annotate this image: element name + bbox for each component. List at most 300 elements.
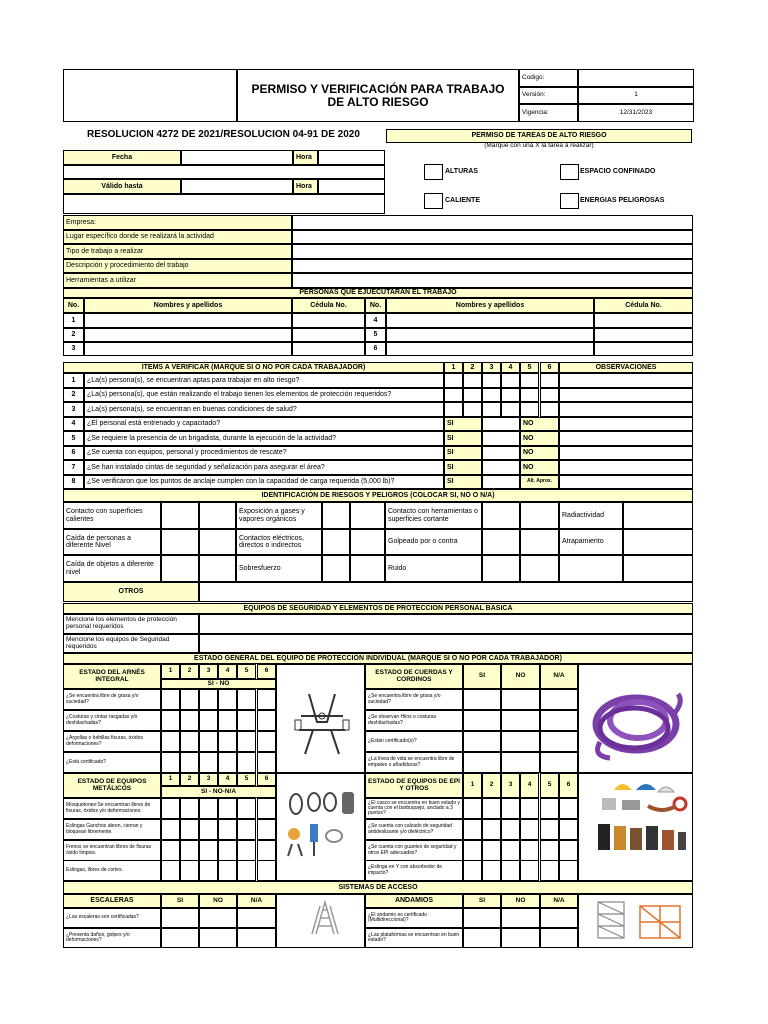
descripcion-label: Descripción y procedimiento del trabajo xyxy=(63,259,292,273)
epi-col-6: 6 xyxy=(559,773,578,798)
epi-check[interactable] xyxy=(482,819,501,840)
item-no-label: NO xyxy=(520,431,559,446)
arnes-check[interactable] xyxy=(237,710,256,731)
item-check-cell[interactable] xyxy=(501,373,520,388)
riesgo-answer[interactable] xyxy=(161,502,199,529)
epi-col-1: 1 xyxy=(463,773,482,798)
fecha-label: Fecha xyxy=(63,150,181,165)
riesgo-label: Exposición a gases y vapores orgánicos xyxy=(236,502,322,529)
riesgo-answer[interactable] xyxy=(623,529,693,555)
metalicos-check[interactable] xyxy=(161,819,180,840)
metalicos-question: Frenos se encuentran libres de fisuras óxido limpios. xyxy=(63,840,161,861)
persona-cedula-input-left[interactable] xyxy=(292,313,365,328)
blank-row-dates-2 xyxy=(63,194,385,214)
riesgo-answer[interactable] xyxy=(482,555,520,582)
epi-check[interactable] xyxy=(559,798,578,819)
arnes-question: ¿Se encuentra libre de grasa y/o suciedad? xyxy=(63,689,161,710)
arnes-col-6: 6 xyxy=(257,664,276,679)
cuerdas-question: ¿Están certificado(s)? xyxy=(365,731,463,752)
item-si-check[interactable] xyxy=(482,446,520,461)
item-si-label: SI xyxy=(444,446,482,461)
arnes-check[interactable] xyxy=(180,752,199,773)
cuerdas-no: NO xyxy=(501,664,540,689)
metalicos-question: Mosquetones:Se encuentran libres de fisuras, óxidos y/o deformaciones. xyxy=(63,798,161,819)
cuerdas-check[interactable] xyxy=(540,731,578,752)
riesgo-spacer xyxy=(199,529,236,555)
epi-check[interactable] xyxy=(501,840,520,861)
escaleras-check[interactable] xyxy=(237,908,276,928)
items-worker-col-5: 5 xyxy=(520,362,539,373)
fecha-input[interactable] xyxy=(181,150,293,165)
metalicos-check[interactable] xyxy=(218,840,237,861)
andamios-title: ANDAMIOS xyxy=(365,894,463,908)
escaleras-check[interactable] xyxy=(161,908,199,928)
escaleras-si: SI xyxy=(161,894,199,908)
riesgos-title: IDENTIFICACIÓN DE RIESGOS Y PELIGROS (COLOCAR SI, NO O N/A) xyxy=(63,489,693,502)
arnes-check[interactable] xyxy=(257,752,276,773)
arnes-check[interactable] xyxy=(218,731,237,752)
cuerdas-check[interactable] xyxy=(463,689,501,710)
empresa-label: Empresa: xyxy=(63,215,292,230)
item-number: 6 xyxy=(63,446,84,461)
item-no-label: NO xyxy=(520,446,559,461)
epp-row2-input[interactable] xyxy=(199,634,693,653)
riesgo-label: Radiactividad xyxy=(559,502,623,529)
escaleras-no: NO xyxy=(199,894,237,908)
epi-check[interactable] xyxy=(520,798,539,819)
item-observation-input[interactable] xyxy=(559,417,693,432)
metalicos-check[interactable] xyxy=(161,840,180,861)
item-check-cell[interactable] xyxy=(463,373,482,388)
cuerdas-check[interactable] xyxy=(501,752,540,773)
riesgo-label: Golpeado por o contra xyxy=(385,529,482,555)
otros-input[interactable] xyxy=(199,582,693,602)
metalicos-check[interactable] xyxy=(199,819,218,840)
item-si-label: SI xyxy=(444,475,482,490)
riesgo-label: Ruido xyxy=(385,555,482,582)
riesgo-answer[interactable] xyxy=(161,529,199,555)
hora-input-2[interactable] xyxy=(318,179,385,194)
cuerdas-check[interactable] xyxy=(540,752,578,773)
persona-cedula-input-left[interactable] xyxy=(292,342,365,356)
andamios-si: SI xyxy=(463,894,501,908)
item-si-check[interactable] xyxy=(482,460,520,475)
item-check-cell[interactable] xyxy=(463,388,482,403)
arnes-check[interactable] xyxy=(218,689,237,710)
cuerdas-check[interactable] xyxy=(501,710,540,731)
empresa-input[interactable] xyxy=(292,215,693,230)
andamios-check[interactable] xyxy=(540,908,578,928)
epi-check[interactable] xyxy=(463,860,482,881)
persona-name-input-left[interactable] xyxy=(84,313,292,328)
item-si-check[interactable] xyxy=(482,475,520,490)
version-label: Versión: xyxy=(519,87,578,104)
personas-title: PERSONAS QUE EJUECUTARAN EL TRABAJO xyxy=(63,288,693,298)
item-observation-input[interactable] xyxy=(559,475,693,490)
epi-check[interactable] xyxy=(540,860,559,881)
metalicos-check[interactable] xyxy=(218,819,237,840)
personas-col-no-left: No. xyxy=(63,298,84,313)
item-check-cell[interactable] xyxy=(520,373,539,388)
epi-check[interactable] xyxy=(559,860,578,881)
arnes-question: ¿Argollas o hebillas fisuras, óxidos deformaciones? xyxy=(63,731,161,752)
hora-label-2: Hora xyxy=(293,179,318,194)
epi-check[interactable] xyxy=(540,798,559,819)
item-question: ¿La(s) persona(s), se encuentran aptas para trabajar en alto riesgo? xyxy=(84,373,444,388)
arnes-check[interactable] xyxy=(161,752,180,773)
herramientas-input[interactable] xyxy=(292,273,693,288)
escaleras-title: ESCALERAS xyxy=(63,894,161,908)
metalicos-check[interactable] xyxy=(218,798,237,819)
arnes-check[interactable] xyxy=(257,689,276,710)
espacio-confinado-checkbox[interactable] xyxy=(560,164,579,180)
item-question: ¿La(s) persona(s), se encuentran en buenas condiciones de salud? xyxy=(84,402,444,417)
epi-check[interactable] xyxy=(540,819,559,840)
riesgo-answer[interactable] xyxy=(322,502,350,529)
arnes-col-5: 5 xyxy=(237,664,256,679)
tipo-trabajo-input[interactable] xyxy=(292,244,693,259)
epi-check[interactable] xyxy=(520,840,539,861)
persona-name-input-left[interactable] xyxy=(84,328,292,342)
epi-check[interactable] xyxy=(463,798,482,819)
item-observation-input[interactable] xyxy=(559,373,693,388)
riesgo-answer[interactable] xyxy=(322,555,350,582)
arnes-col-2: 2 xyxy=(180,664,199,679)
riesgo-label: Contacto con superficies calientes xyxy=(63,502,161,529)
arnes-question: ¿Costuras y cintas rasgadas y/o deshilachadas? xyxy=(63,710,161,731)
alturas-checkbox[interactable] xyxy=(424,164,443,180)
item-si-check[interactable] xyxy=(482,431,520,446)
personas-col-cedula-right: Cédula No. xyxy=(594,298,693,313)
cuerdas-check[interactable] xyxy=(501,731,540,752)
persona-name-input-right[interactable] xyxy=(386,342,594,356)
cuerdas-check[interactable] xyxy=(501,689,540,710)
metalicos-col-5: 5 xyxy=(237,773,256,786)
cuerdas-check[interactable] xyxy=(540,689,578,710)
riesgo-answer[interactable] xyxy=(623,502,693,529)
form-title: PERMISO Y VERIFICACIÓN PARA TRABAJO DE ALTO RIESGO xyxy=(237,69,519,122)
epi-check[interactable] xyxy=(482,840,501,861)
persona-cedula-input-left[interactable] xyxy=(292,328,365,342)
item-check-cell[interactable] xyxy=(463,402,482,417)
item-number: 5 xyxy=(63,431,84,446)
metalicos-check[interactable] xyxy=(180,860,199,881)
items-worker-col-6: 6 xyxy=(540,362,559,373)
codigo-label: Codigo: xyxy=(519,69,578,87)
escaleras-question: ¿Presenta daños, golpes y/o deformaciones? xyxy=(63,928,161,948)
scaffold-image xyxy=(592,898,688,942)
item-check-cell[interactable] xyxy=(540,402,559,417)
metalicos-col-6: 6 xyxy=(257,773,276,786)
metalicos-check[interactable] xyxy=(237,798,256,819)
hora-label-1: Hora xyxy=(293,150,318,165)
escaleras-na: N/A xyxy=(237,894,276,908)
item-question: ¿La(s) persona(s), que están realizando el trabajo tienen los elementos de protección requeridos? xyxy=(84,388,444,403)
item-number: 8 xyxy=(63,475,84,490)
arnes-question: ¿Está certificado? xyxy=(63,752,161,773)
item-observation-input[interactable] xyxy=(559,460,693,475)
andamios-check[interactable] xyxy=(501,928,540,948)
riesgo-label: Sobresfuerzo xyxy=(236,555,322,582)
metalicos-check[interactable] xyxy=(161,860,180,881)
items-worker-col-1: 1 xyxy=(444,362,463,373)
persona-number-right: 4 xyxy=(365,313,386,328)
metalicos-check[interactable] xyxy=(161,798,180,819)
cuerdas-question: ¿Se encuentra libre de grasa y/o suciedad? xyxy=(365,689,463,710)
item-check-cell[interactable] xyxy=(444,388,463,403)
arnes-check[interactable] xyxy=(237,752,256,773)
riesgo-label xyxy=(559,555,623,582)
riesgo-label: Contacto con herramientas o superficies cortante xyxy=(385,502,482,529)
metalicos-check[interactable] xyxy=(257,860,276,881)
riesgo-answer[interactable] xyxy=(623,555,693,582)
persona-cedula-input-right[interactable] xyxy=(594,313,693,328)
metalicos-col-1: 1 xyxy=(161,773,180,786)
epp-row2-label: Mencione los equipos de Seguridad requeridos xyxy=(63,634,199,653)
arnes-title: ESTADO DEL ARNÉS INTEGRAL xyxy=(63,664,161,689)
cuerdas-check[interactable] xyxy=(463,731,501,752)
arnes-check[interactable] xyxy=(180,731,199,752)
harness-image xyxy=(287,686,357,758)
cuerdas-check[interactable] xyxy=(463,752,501,773)
riesgo-label: Caída de personas a diferente Nivel xyxy=(63,529,161,555)
arnes-col-4: 4 xyxy=(218,664,237,679)
resolucion-title: RESOLUCION 4272 DE 2021/RESOLUCION 04-91 DE 2020 xyxy=(87,129,360,141)
item-check-cell[interactable] xyxy=(501,388,520,403)
caliente-checkbox[interactable] xyxy=(424,193,443,209)
epi-question: ¿Se cuenta con calzado de seguridad antideslizante y/o dieléctrico? xyxy=(365,819,463,840)
item-number: 3 xyxy=(63,402,84,417)
item-check-cell[interactable] xyxy=(501,402,520,417)
persona-number-left: 3 xyxy=(63,342,84,356)
item-number: 4 xyxy=(63,417,84,432)
rope-image xyxy=(588,684,686,762)
arnes-check[interactable] xyxy=(199,752,218,773)
metalicos-title: ESTADO DE EQUIPOS METÁLICOS xyxy=(63,773,161,798)
epi-question: ¿Se cuenta con guantes de seguridad y otros EPI adecuados? xyxy=(365,840,463,861)
descripcion-input[interactable] xyxy=(292,259,693,273)
items-worker-col-4: 4 xyxy=(501,362,520,373)
epi-check[interactable] xyxy=(501,798,520,819)
item-number: 2 xyxy=(63,388,84,403)
riesgo-spacer xyxy=(350,555,385,582)
andamios-no: NO xyxy=(501,894,540,908)
andamios-check[interactable] xyxy=(540,928,578,948)
item-check-cell[interactable] xyxy=(444,402,463,417)
arnes-check[interactable] xyxy=(199,710,218,731)
cuerdas-check[interactable] xyxy=(540,710,578,731)
item-question: ¿El personal está entrenado y capacitado? xyxy=(84,417,444,432)
item-check-cell[interactable] xyxy=(482,373,501,388)
hora-input-1[interactable] xyxy=(318,150,385,165)
metalicos-question: Eslingas, libres de cortes. xyxy=(63,860,161,881)
metalicos-check[interactable] xyxy=(237,819,256,840)
energias-peligrosas-checkbox[interactable] xyxy=(560,193,579,209)
persona-number-left: 1 xyxy=(63,313,84,328)
persona-name-input-left[interactable] xyxy=(84,342,292,356)
andamios-check[interactable] xyxy=(501,908,540,928)
epi-col-2: 2 xyxy=(482,773,501,798)
item-number: 1 xyxy=(63,373,84,388)
andamios-question: ¿Las plataformas se encuentran en buen estado? xyxy=(365,928,463,948)
ladder-image xyxy=(302,900,348,936)
cuerdas-si: SI xyxy=(463,664,501,689)
arnes-check[interactable] xyxy=(218,752,237,773)
arnes-check[interactable] xyxy=(161,710,180,731)
metalicos-check[interactable] xyxy=(237,860,256,881)
epp-row1-label: Mencione los elementos de protección personal requeridos xyxy=(63,614,199,634)
metalicos-check[interactable] xyxy=(199,798,218,819)
epi-check[interactable] xyxy=(501,819,520,840)
lugar-input[interactable] xyxy=(292,230,693,244)
arnes-check[interactable] xyxy=(161,731,180,752)
metal-equipment-image xyxy=(284,790,362,860)
vigencia-label: Vigencia: xyxy=(519,104,578,122)
cuerdas-na: N/A xyxy=(540,664,578,689)
metalicos-check[interactable] xyxy=(180,798,199,819)
riesgo-spacer xyxy=(199,555,236,582)
epi-check[interactable] xyxy=(463,819,482,840)
item-check-cell[interactable] xyxy=(444,373,463,388)
metalicos-check[interactable] xyxy=(237,840,256,861)
item-si-label: SI xyxy=(444,431,482,446)
epi-question: ¿Eslinga en Y con absorbedor de impacto? xyxy=(365,860,463,881)
persona-cedula-input-right[interactable] xyxy=(594,328,693,342)
epi-check[interactable] xyxy=(559,819,578,840)
escaleras-question: ¿Las escaleras son certificadas? xyxy=(63,908,161,928)
item-question: ¿Se requiere la presencia de un brigadista, durante la ejecución de la actividad? xyxy=(84,431,444,446)
item-check-cell[interactable] xyxy=(540,373,559,388)
energias-peligrosas-label: ENERGIAS PELIGROSAS xyxy=(580,197,665,204)
item-observation-input[interactable] xyxy=(559,402,693,417)
item-check-cell[interactable] xyxy=(482,402,501,417)
metalicos-check[interactable] xyxy=(180,819,199,840)
arnes-check[interactable] xyxy=(257,731,276,752)
arnes-check[interactable] xyxy=(199,731,218,752)
arnes-check[interactable] xyxy=(237,731,256,752)
vigencia-value: 12/31/2023 xyxy=(578,104,694,122)
epi-check[interactable] xyxy=(482,798,501,819)
riesgo-answer[interactable] xyxy=(161,555,199,582)
riesgo-answer[interactable] xyxy=(322,529,350,555)
metalicos-check[interactable] xyxy=(257,798,276,819)
epi-check[interactable] xyxy=(559,840,578,861)
arnes-check[interactable] xyxy=(180,689,199,710)
andamios-check[interactable] xyxy=(463,908,501,928)
cuerdas-check[interactable] xyxy=(463,710,501,731)
item-observation-input[interactable] xyxy=(559,431,693,446)
epi-check[interactable] xyxy=(501,860,520,881)
riesgo-label: Contactos eléctricos, directos o indirectos xyxy=(236,529,322,555)
item-check-cell[interactable] xyxy=(520,402,539,417)
riesgo-spacer xyxy=(199,502,236,529)
escaleras-check[interactable] xyxy=(161,928,199,948)
metalicos-col-4: 4 xyxy=(218,773,237,786)
escaleras-check[interactable] xyxy=(237,928,276,948)
metalicos-check[interactable] xyxy=(218,860,237,881)
persona-name-input-right[interactable] xyxy=(386,328,594,342)
persona-number-right: 5 xyxy=(365,328,386,342)
item-check-cell[interactable] xyxy=(482,388,501,403)
epi-col-5: 5 xyxy=(540,773,559,798)
item-check-cell[interactable] xyxy=(540,388,559,403)
metalicos-check[interactable] xyxy=(257,819,276,840)
epi-question: ¿El casco se encuentra en buen estado y cuenta con el barbuquejo, anclado a 3 puntos? xyxy=(365,798,463,819)
metalicos-check[interactable] xyxy=(257,840,276,861)
metalicos-check[interactable] xyxy=(199,860,218,881)
metalicos-check[interactable] xyxy=(199,840,218,861)
valido-hasta-input[interactable] xyxy=(181,179,293,194)
permiso-tareas-title: PERMISO DE TAREAS DE ALTO RIESGO xyxy=(386,129,692,143)
logo-cell xyxy=(63,69,237,122)
blank-row-dates xyxy=(63,165,385,179)
epi-title: ESTADO DE EQUIPOS DE EPI Y OTROS xyxy=(365,773,463,798)
escaleras-check[interactable] xyxy=(199,928,237,948)
arnes-check[interactable] xyxy=(180,710,199,731)
item-si-check[interactable] xyxy=(482,417,520,432)
epi-image xyxy=(592,776,690,866)
metalicos-question: Eslingas Ganchos abren, cierran y bloquean libremente. xyxy=(63,819,161,840)
item-observation-input[interactable] xyxy=(559,446,693,461)
epp-row1-input[interactable] xyxy=(199,614,693,634)
arnes-check[interactable] xyxy=(257,710,276,731)
arnes-check[interactable] xyxy=(161,689,180,710)
riesgo-label: Caída de objetos a diferente nivel xyxy=(63,555,161,582)
persona-number-left: 2 xyxy=(63,328,84,342)
items-worker-col-2: 2 xyxy=(463,362,482,373)
cuerdas-question: ¿La línea de vida se encuentra libre de empates o añadiduras? xyxy=(365,752,463,773)
riesgo-spacer xyxy=(520,502,559,529)
persona-number-right: 6 xyxy=(365,342,386,356)
andamios-question: ¿El andamio es certificado (Multidireccional)? xyxy=(365,908,463,928)
item-observation-input[interactable] xyxy=(559,388,693,403)
codigo-value[interactable] xyxy=(578,69,694,87)
riesgo-answer[interactable] xyxy=(482,502,520,529)
epi-check[interactable] xyxy=(482,860,501,881)
persona-name-input-right[interactable] xyxy=(386,313,594,328)
item-question: ¿Se han instalado cintas de seguridad y señalización para asegurar el área? xyxy=(84,460,444,475)
persona-cedula-input-right[interactable] xyxy=(594,342,693,356)
andamios-check[interactable] xyxy=(463,928,501,948)
metalicos-col-2: 2 xyxy=(180,773,199,786)
observaciones-header: OBSERVACIONES xyxy=(559,362,693,373)
arnes-check[interactable] xyxy=(199,689,218,710)
escaleras-check[interactable] xyxy=(199,908,237,928)
riesgo-answer[interactable] xyxy=(482,529,520,555)
riesgo-spacer xyxy=(350,502,385,529)
personas-col-no-right: No. xyxy=(365,298,386,313)
items-title: ITEMS A VERIFICAR (MARQUE SI O NO POR CADA TRABAJADOR) xyxy=(63,362,444,373)
item-check-cell[interactable] xyxy=(520,388,539,403)
epi-col-4: 4 xyxy=(520,773,539,798)
arnes-check[interactable] xyxy=(218,710,237,731)
personas-col-nombres-left: Nombres y apellidos xyxy=(84,298,292,313)
item-number: 7 xyxy=(63,460,84,475)
version-value: 1 xyxy=(578,87,694,104)
arnes-si-no: SI - NO xyxy=(161,679,276,689)
epi-check[interactable] xyxy=(463,840,482,861)
tipo-trabajo-label: Tipo de trabajo a realizar xyxy=(63,244,292,259)
epi-check[interactable] xyxy=(520,819,539,840)
alturas-label: ALTURAS xyxy=(445,168,478,175)
metalicos-check[interactable] xyxy=(180,840,199,861)
valido-hasta-label: Válido hasta xyxy=(63,179,181,194)
epi-check[interactable] xyxy=(540,840,559,861)
arnes-check[interactable] xyxy=(237,689,256,710)
acceso-title: SISTEMAS DE ACCESO xyxy=(63,881,693,894)
riesgo-label: Atrapamiento xyxy=(559,529,623,555)
epi-check[interactable] xyxy=(520,860,539,881)
